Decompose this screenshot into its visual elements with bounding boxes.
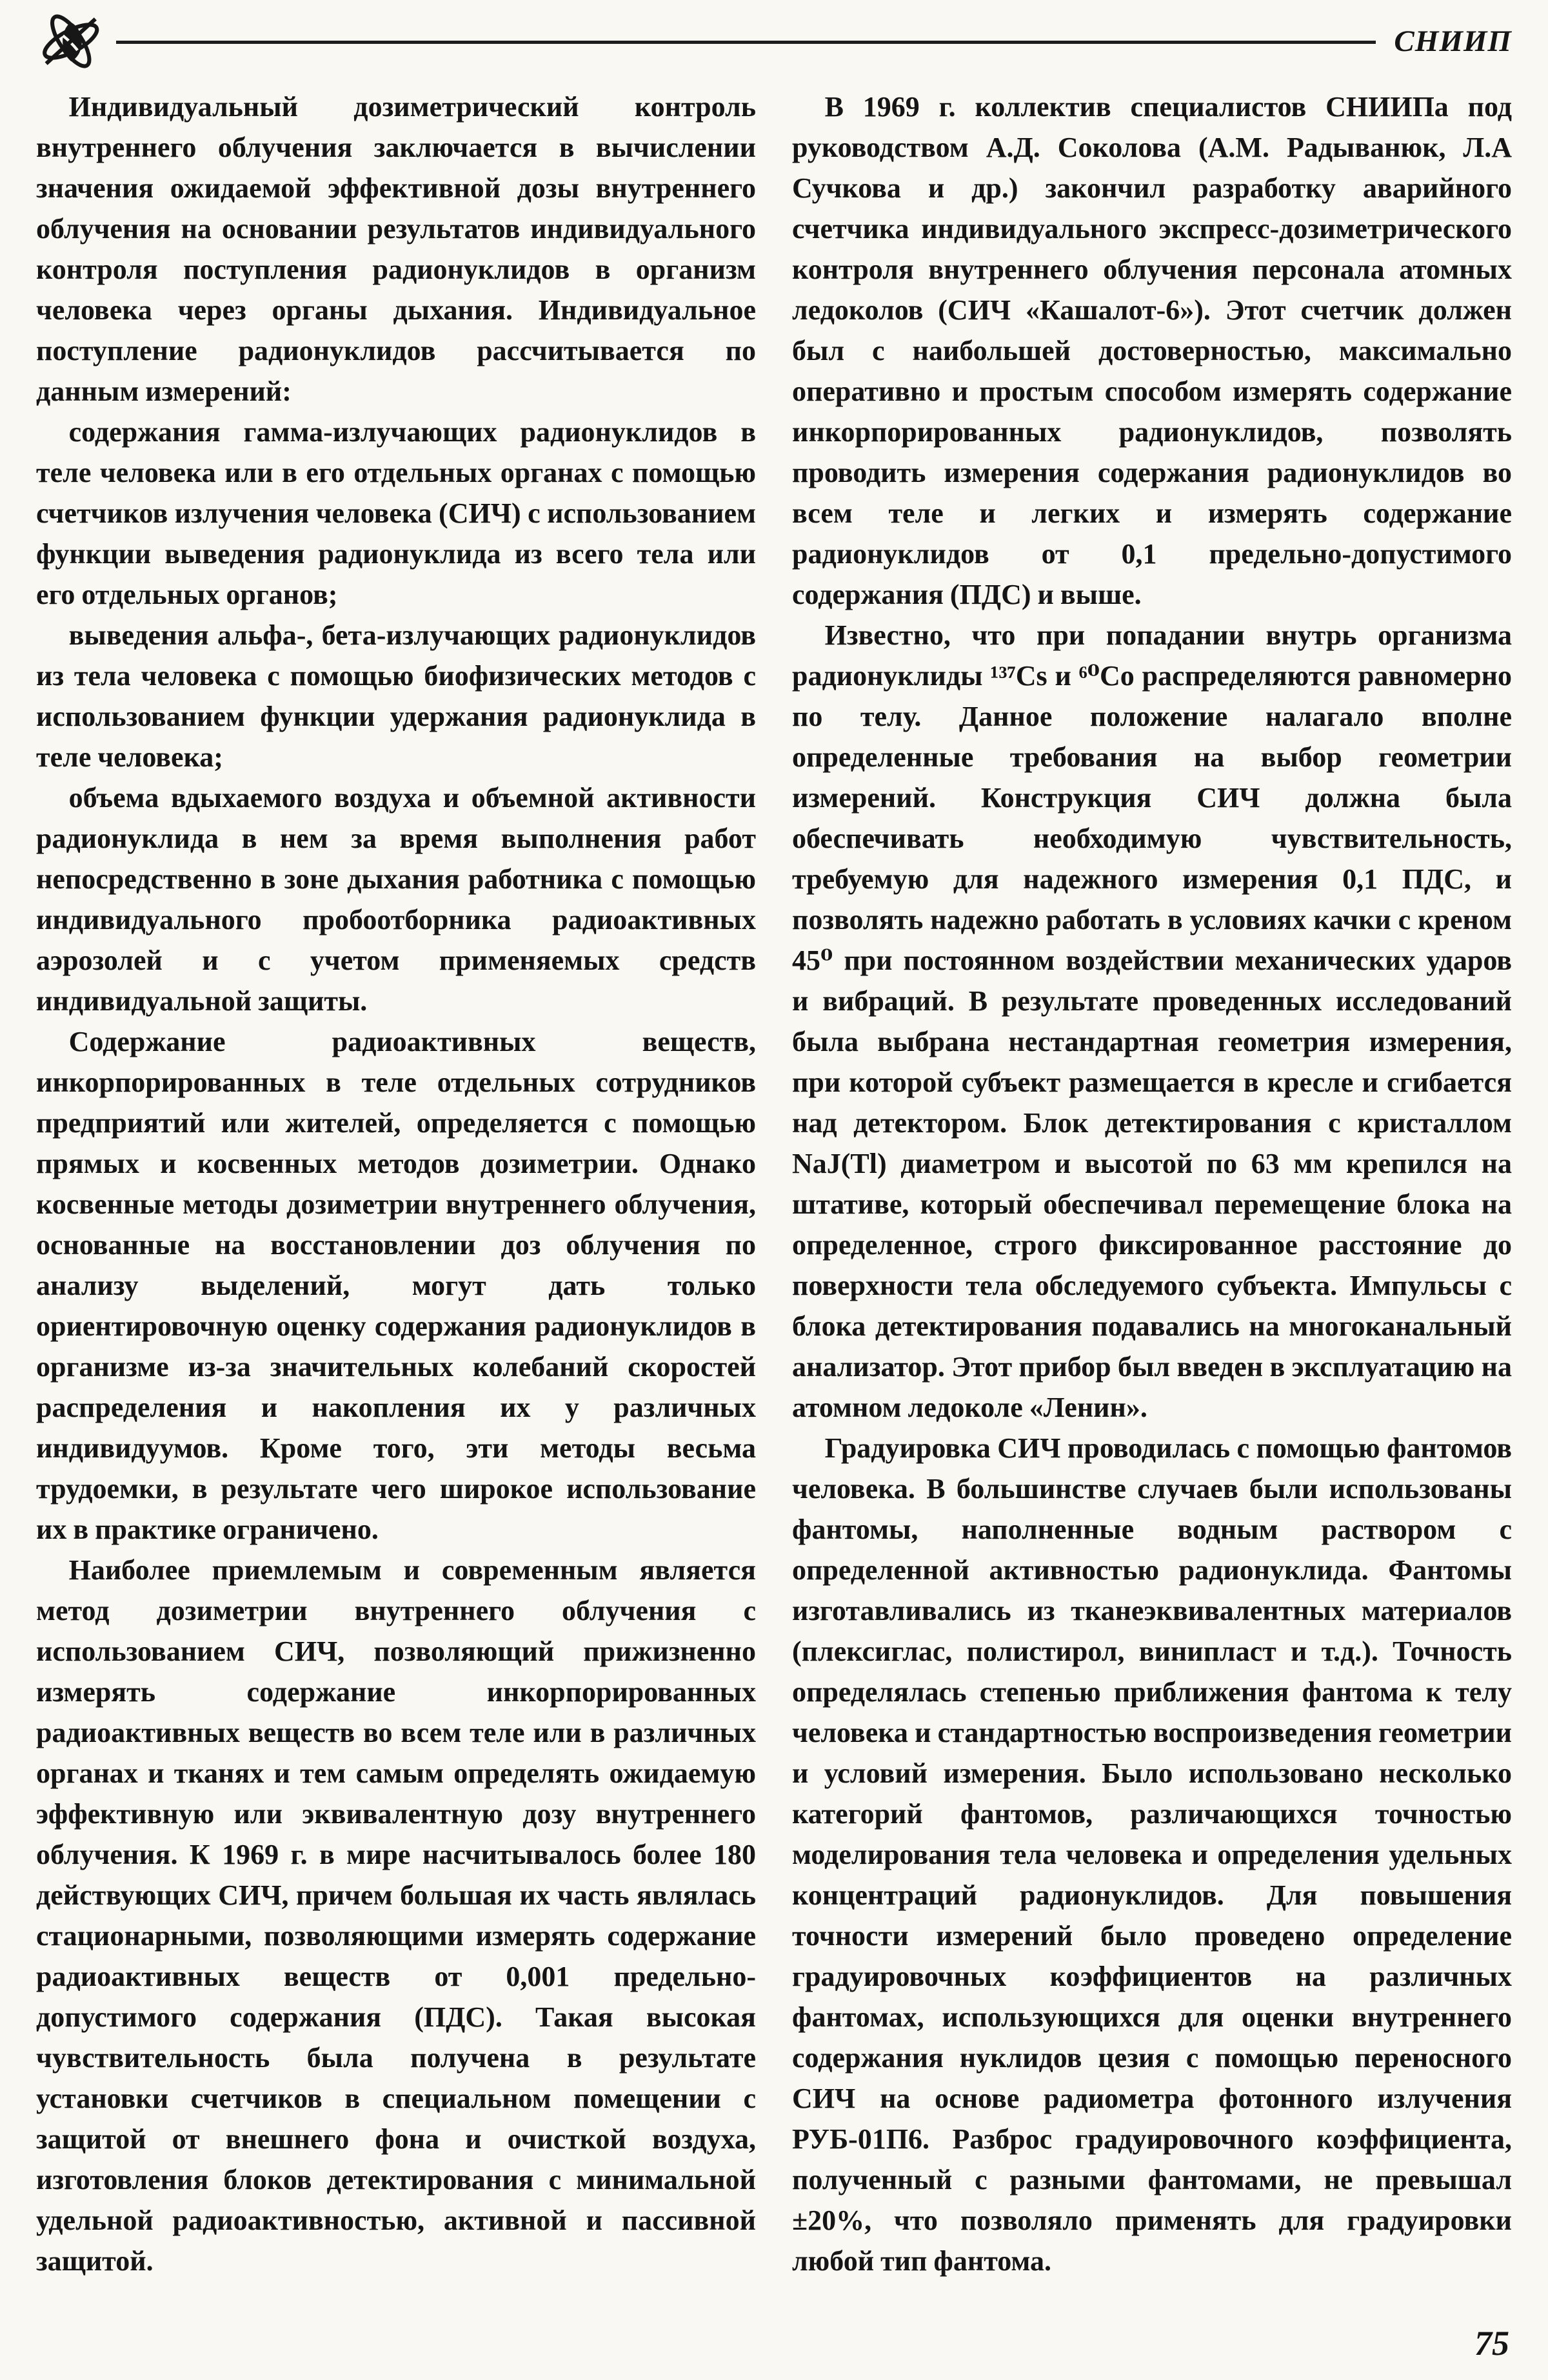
- paragraph: Содержание радиоактивных веществ, инкорпорированных в теле отдельных сотрудников предприятий или жителей, определяется с помощью прямых и косвенных методов дозиметрии. Однако косвенные методы дозиметрии внутреннего облучения, основанные на восстановлении доз облучения по анализу выделений, могут дать только ориентировочную оценку содержания радионуклидов в организме из-за значительных колебаний скоростей распределения и накопления их у различных индивидуумов. Кроме того, эти методы весьма трудоемки, в результате чего широкое использование их в практике ограничено.: [36, 1026, 756, 1545]
- paragraph: В 1969 г. коллектив специалистов СНИИПа под руководством А.Д. Соколова (А.М. Радыванюк, Л.А Сучкова и др.) закончил разработку аварийного счетчика индивидуального экспресс-дозиметрического контроля внутреннего облучения персонала атомных ледоколов (СИЧ «Кашалот-6»). Этот счетчик должен был с наибольшей достоверностью, максимально оперативно и простым способом измерять содержание инкорпорированных радионуклидов, позволять проводить измерения содержания радионуклидов во всем теле и легких и измерять содержание радионуклидов от 0,1 предельно-допустимого содержания (ПДС) и выше.: [792, 91, 1512, 610]
- atom-logo-icon: [36, 13, 103, 70]
- paragraph: Известно, что при попадании внутрь организма радионуклиды ¹³⁷Cs и ⁶⁰Co распределяются равномерно по телу. Данное положение налагало вполне определенные требования на выбор геометрии измерений. Конструкция СИЧ должна была обеспечивать необходимую чувствительность, требуемую для надежного измерения 0,1 ПДС, и позволять надежно работать в условиях качки с креном 45⁰ при постоянном воздействии механических ударов и вибраций. В результате проведенных исследований была выбрана нестандартная геометрия измерения, при которой субъект размещается в кресле и сгибается над детектором. Блок детектирования с кристаллом NaJ(Tl) диаметром и высотой по 63 мм крепился на штативе, который обеспечивал перемещение блока на определенное, строго фиксированное расстояние до поверхности тела обследуемого субъекта. Импульсы с блока детектирования подавались на многоканальный анализатор. Этот прибор был введен в эксплуатацию на атомном ледоколе «Ленин».: [792, 619, 1512, 1423]
- paragraph: Наиболее приемлемым и современным является метод дозиметрии внутреннего облучения с использованием СИЧ, позволяющий прижизненно измерять содержание инкорпорированных радиоактивных веществ во всем теле или в различных органах и тканях и тем самым определять ожидаемую эффективную или эквивалентную дозу внутреннего облучения. К 1969 г. в мире насчитывалось более 180 действующих СИЧ, причем большая их часть являлась стационарными, позволяющими измерять содержание радиоактивных веществ от 0,001 предельно-допустимого содержания (ПДС). Такая высокая чувствительность была получена в результате установки счетчиков в специальном помещении с защитой от внешнего фона и очисткой воздуха, изготовления блоков детектирования с минимальной удельной радиоактивностью, активной и пассивной защитой.: [36, 1554, 756, 2277]
- page-header: [36, 10, 1512, 72]
- paragraph: Индивидуальный дозиметрический контроль внутреннего облучения заключается в вычислении значения ожидаемой эффективной дозы внутреннего облучения на основании результатов индивидуального контроля поступления радионуклидов в организм человека через органы дыхания. Индивидуальное поступление радионуклидов рассчитывается по данным измерений:: [36, 91, 756, 407]
- right-column: [792, 86, 1512, 2281]
- left-column: [36, 86, 756, 2281]
- paragraph: содержания гамма-излучающих радионуклидов в теле человека или в его отдельных органах с помощью счетчиков излучения человека (СИЧ) с использованием функции выведения радионуклида из всего тела или его отдельных органов;: [36, 416, 756, 610]
- article-body: [36, 86, 1512, 2281]
- paragraph: объема вдыхаемого воздуха и объемной активности радионуклида в нем за время выполнения работ непосредственно в зоне дыхания работника с помощью индивидуального пробоотборника радиоактивных аэрозолей и с учетом применяемых средств индивидуальной защиты.: [36, 782, 756, 1017]
- paragraph: выведения альфа-, бета-излучающих радионуклидов из тела человека с помощью биофизических методов с использованием функции удержания радионуклида в теле человека;: [36, 619, 756, 773]
- header-rule: [116, 41, 1376, 44]
- page-number: 75: [1474, 2324, 1509, 2363]
- paragraph: Градуировка СИЧ проводилась с помощью фантомов человека. В большинстве случаев были использованы фантомы, наполненные водным раствором с определенной активностью радионуклида. Фантомы изготавливались из тканеэквивалентных материалов (плексиглас, полистирол, винипласт и т.д.). Точность определялась степенью приближения фантома к телу человека и стандартностью воспроизведения геометрии и условий измерения. Было использовано несколько категорий фантомов, различающихся точностью моделирования тела человека и определения удельных концентраций радионуклидов. Для повышения точности измерений было проведено определение градуировочных коэффициентов на различных фантомах, использующихся для оценки внутреннего содержания нуклидов цезия с помощью переносного СИЧ на основе радиометра фотонного излучения РУБ-01П6. Разброс градуировочного коэффициента, полученный с разными фантомами, не превышал ±20%, что позволяло применять для градуировки любой тип фантома.: [792, 1432, 1512, 2277]
- masthead-title: СНИИП: [1394, 25, 1512, 58]
